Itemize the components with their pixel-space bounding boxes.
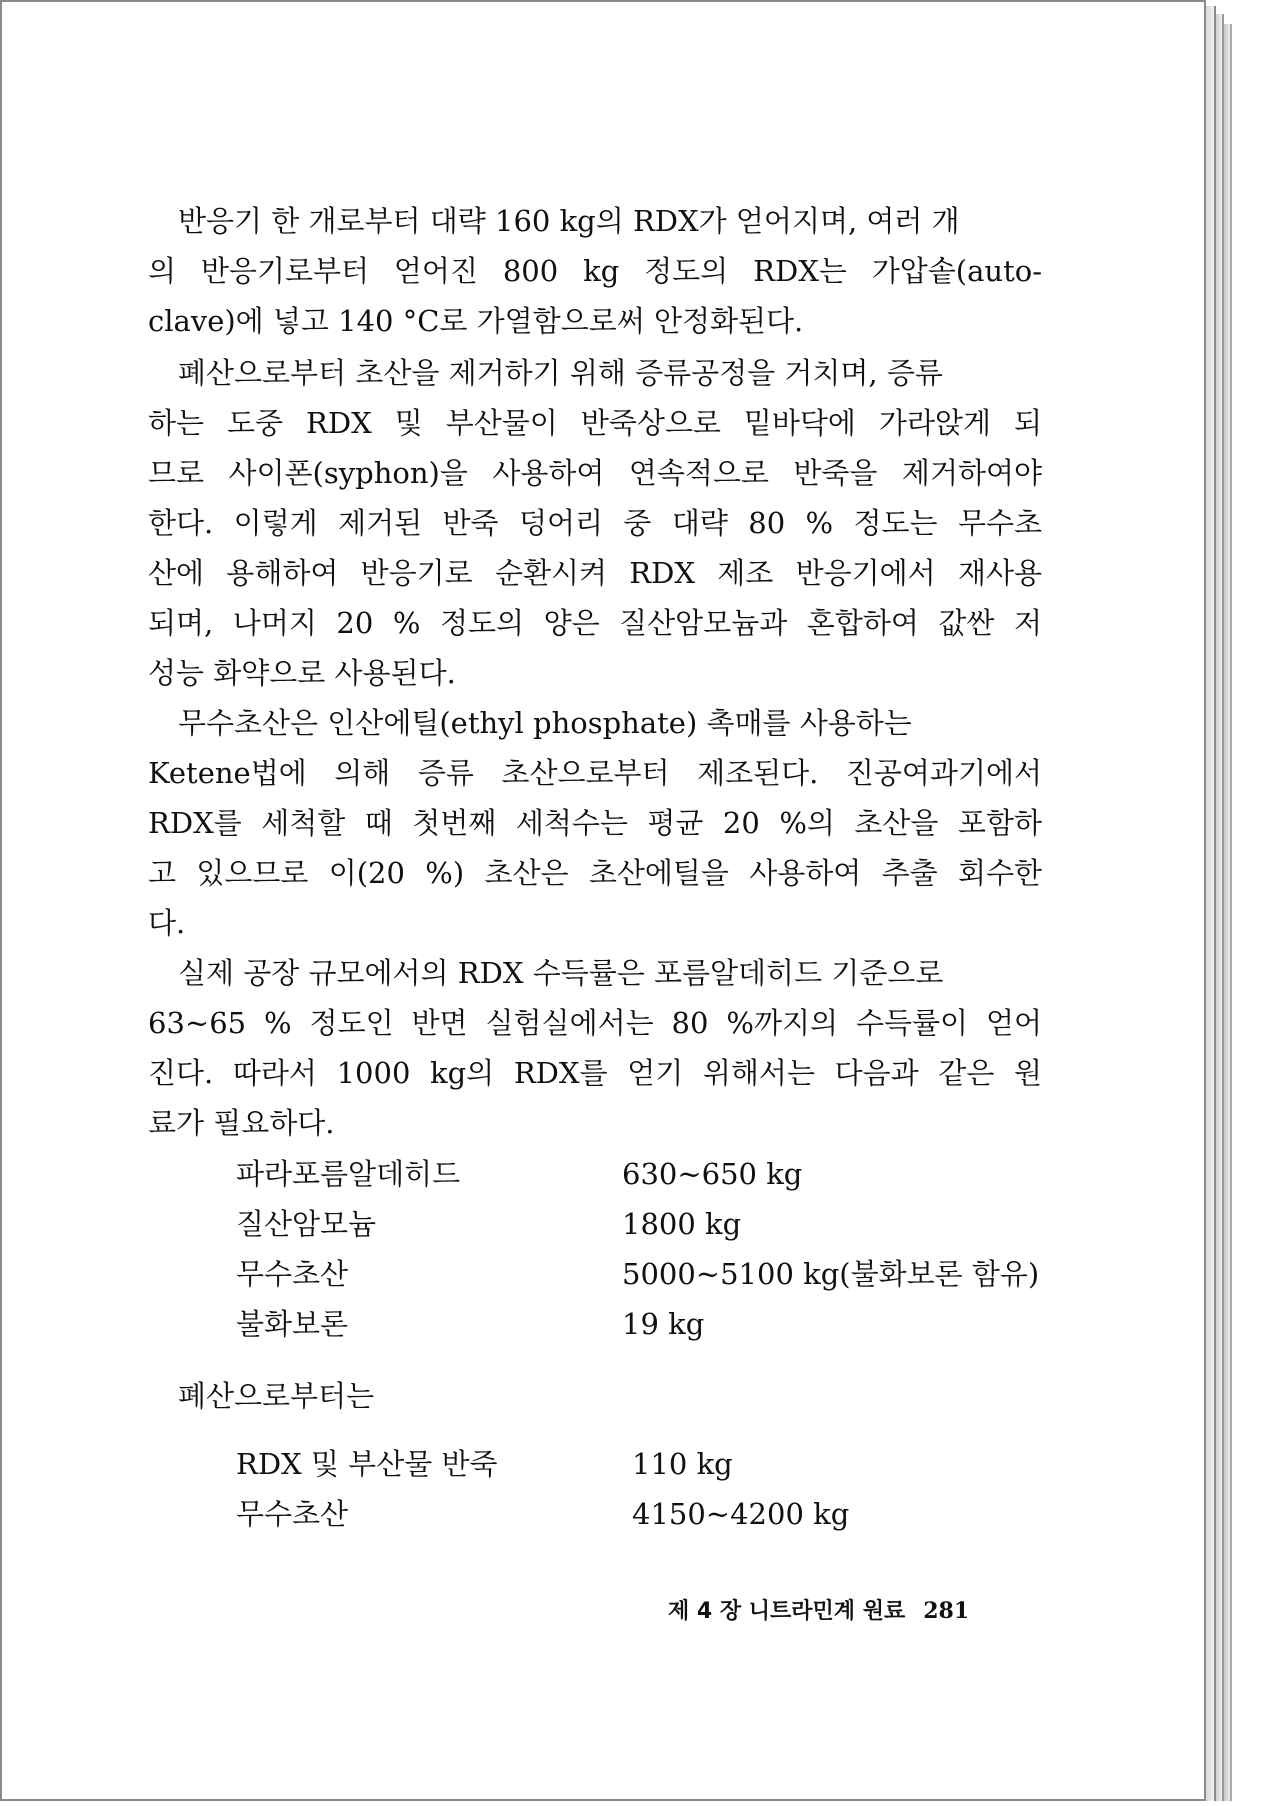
material-name: 파라포름알데히드 (236, 1157, 461, 1191)
page-number: 281 (923, 1598, 970, 1624)
material-name: 질산암모늄 (236, 1207, 377, 1241)
paragraph-line: 폐산으로부터 초산을 제거하기 위해 증류공정을 거치며, 증류 (178, 356, 943, 390)
page-footer (668, 1598, 969, 1625)
paragraph-line: RDX를 세척할 때 첫번째 세척수는 평균 20 %의 초산을 포함하 (148, 806, 1042, 840)
paragraph-line: 성능 화약으로 사용된다. (148, 656, 456, 690)
paragraph-line: 산에 용해하여 반응기로 순환시켜 RDX 제조 반응기에서 재사용 (148, 556, 1042, 590)
material-amount: 630~650 kg (622, 1157, 803, 1191)
page-edge (1224, 24, 1232, 1801)
material-name: 불화보론 (236, 1307, 349, 1341)
paragraph-line: 무수초산은 인산에틸(ethyl phosphate) 촉매를 사용하는 (178, 706, 912, 740)
recovered-amount: 4150~4200 kg (632, 1497, 850, 1531)
material-name: 무수초산 (236, 1257, 349, 1291)
paragraph-line: 진다. 따라서 1000 kg의 RDX를 얻기 위해서는 다음과 같은 원 (148, 1056, 1042, 1090)
paragraph-line: 반응기 한 개로부터 대략 160 kg의 RDX가 얻어지며, 여러 개 (178, 204, 960, 238)
paragraph-line: Ketene법에 의해 증류 초산으로부터 제조된다. 진공여과기에서 (148, 756, 1042, 790)
paragraph-line: 63~65 % 정도인 반면 실험실에서는 80 %까지의 수득률이 얻어 (148, 1006, 1042, 1040)
paragraph-line: 므로 사이폰(syphon)을 사용하여 연속적으로 반죽을 제거하여야 (148, 456, 1042, 490)
paragraph-line: clave)에 넣고 140 °C로 가열함으로써 안정화된다. (148, 304, 804, 338)
material-amount: 19 kg (622, 1307, 705, 1341)
recovered-amount: 110 kg (632, 1447, 733, 1481)
paragraph-line: 되며, 나머지 20 % 정도의 양은 질산암모늄과 혼합하여 값싼 저 (148, 606, 1042, 640)
chapter-title: 제 4 장 니트라민계 원료 (668, 1599, 906, 1624)
paragraph-line: 하는 도중 RDX 및 부산물이 반죽상으로 밑바닥에 가라앉게 되 (148, 406, 1042, 440)
page-edge (1206, 6, 1216, 1801)
paragraph-line: 실제 공장 규모에서의 RDX 수득률은 포름알데히드 기준으로 (178, 956, 944, 990)
page-edge (1216, 14, 1224, 1801)
material-amount: 1800 kg (622, 1207, 742, 1241)
paragraph-line: 료가 필요하다. (148, 1106, 335, 1140)
paragraph-line: 고 있으므로 이(20 %) 초산은 초산에틸을 사용하여 추출 회수한 (148, 856, 1042, 890)
recovered-name: RDX 및 부산물 반죽 (236, 1447, 498, 1481)
paragraph-line: 다. (148, 906, 186, 940)
waste-acid-label: 폐산으로부터는 (178, 1379, 375, 1413)
material-amount: 5000~5100 kg(불화보론 함유) (622, 1257, 1040, 1291)
paragraph-line: 한다. 이렇게 제거된 반죽 덩어리 중 대략 80 % 정도는 무수초 (148, 506, 1042, 540)
paragraph-line: 의 반응기로부터 얻어진 800 kg 정도의 RDX는 가압솥(auto- (148, 254, 1042, 288)
recovered-name: 무수초산 (236, 1497, 349, 1531)
